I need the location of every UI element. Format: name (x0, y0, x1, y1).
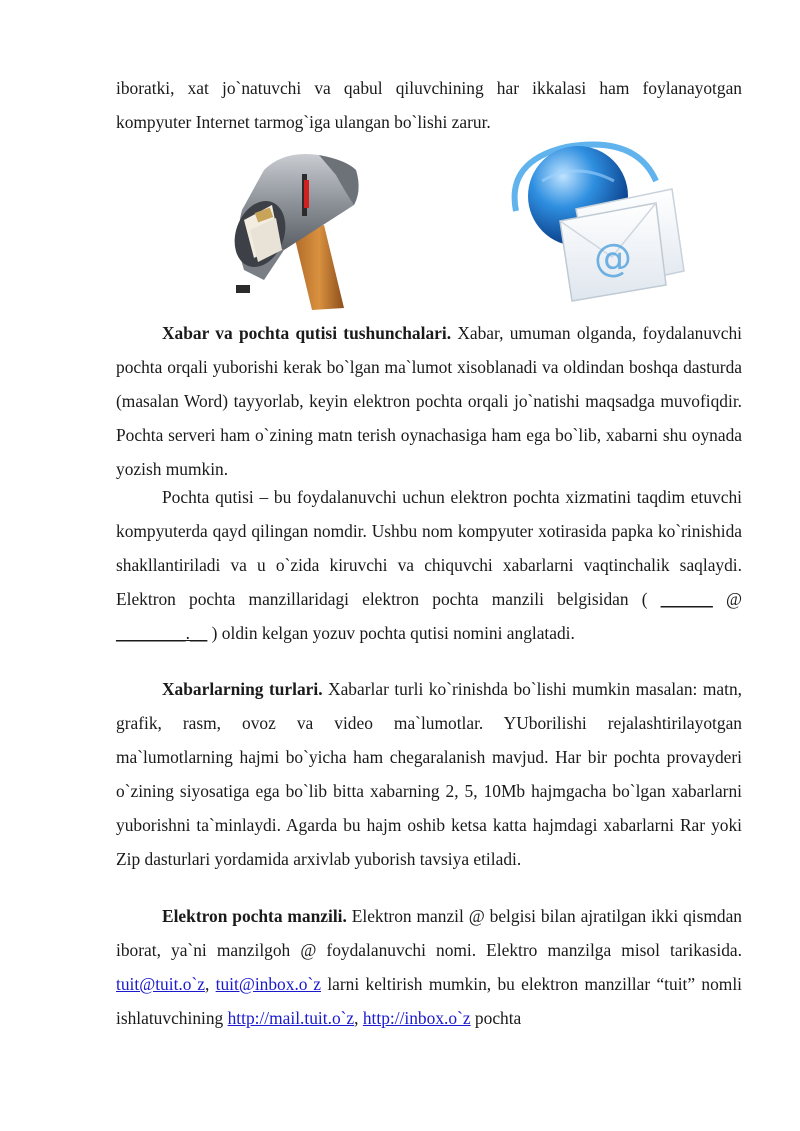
paragraph-intro-text: iboratki, xat jo`natuvchi va qabul qiluvchining har ikkalasi ham foylanayotgan kompyuter Internet tarmog`iga ulangan bo`lishi zarur. (116, 78, 742, 133)
separator: , (354, 1008, 363, 1029)
paragraph-turlari (116, 672, 742, 877)
paragraph-xabar (116, 316, 742, 486)
at-sign: @ (712, 589, 742, 610)
paragraph-intro (116, 71, 742, 139)
link-mail-tuit[interactable]: http://mail.tuit.o`z (227, 1008, 355, 1029)
blank-field-1: ______ (660, 589, 713, 610)
paragraph-pochta-text-a: Pochta qutisi – bu foydalanuvchi uchun elektron pochta xizmatini taqdim etuvchi kompyuterda qayd qilingan nomdir. Ushbu nom kompyuter xotirasida papka ko`rinishida shakllantiriladi va u o`zida kiruvchi va chiquvchi xabarlarni vaqtinchalik saqlaydi. Elektron pochta manzillaridagi elektron pochta manzili belgisidan ( (116, 487, 742, 610)
link-inbox-email[interactable]: tuit@inbox.o`z (215, 974, 321, 995)
heading-manzil: Elektron pochta manzili. (162, 906, 347, 926)
separator: , (204, 974, 216, 995)
link-inbox[interactable]: http://inbox.o`z (362, 1008, 471, 1029)
blank-field-2: ________.__ (116, 623, 208, 644)
svg-text:@: @ (594, 236, 632, 280)
email-at-icon (506, 141, 690, 303)
heading-turlari: Xabarlarning turlari. (162, 679, 323, 699)
paragraph-pochta-text-b: ) oldin kelgan yozuv pochta qutisi nomini anglatadi. (207, 623, 575, 644)
paragraph-manzil (116, 899, 742, 1035)
paragraph-xabar-text: Xabar, umuman olganda, foydalanuvchi pochta orqali yuborishi kerak bo`lgan ma`lumot xisoblanadi va oldindan boshqa dasturda (masalan Word) tayyorlab, keyin elektron pochta orqali jo`natishi maqsadga muvofiqdir. Pochta serveri ham o`zining matn terish oynachasiga ham ega bo`lib, xabarni shu oynada yozish mumkin. (116, 323, 743, 480)
paragraph-pochta-qutisi (116, 480, 742, 650)
heading-xabar: Xabar va pochta qutisi tushunchalari. (162, 323, 452, 343)
mailbox-icon (224, 150, 364, 310)
paragraph-manzil-text-c: pochta (470, 1008, 522, 1029)
paragraph-turlari-text: Xabarlar turli ko`rinishda bo`lishi mumkin masalan: matn, grafik, rasm, ovoz va video ma`lumotlar. YUborilishi rejalashtirilayotgan ma`lumotlarning hajmi bo`yicha ham chegaralanish mavjud. Har bir pochta provayderi o`zining siyosatiga ega bo`lib bitta xabarning 2, 5, 10Mb hajmgacha bo`lgan xabarlarni yuborishni ta`minlaydi. Agarda bu hajm oshib ketsa katta hajmdagi xabarlarni Rar yoki Zip dasturlari yordamida arxivlab yuborish tavsiya etiladi. (116, 679, 742, 870)
paragraph-manzil-text-b: larni keltirish mumkin, bu elektron manzillar “tuit” nomli ishlatuvchining (116, 974, 742, 1029)
link-tuit-email[interactable]: tuit@tuit.o`z (116, 974, 205, 995)
paragraph-manzil-text-a: Elektron manzil @ belgisi bilan ajratilgan ikki qismdan iborat, ya`ni manzilgoh @ foydalanuvchi nomi. Elektro manzilga misol tarikasida. (116, 906, 743, 961)
